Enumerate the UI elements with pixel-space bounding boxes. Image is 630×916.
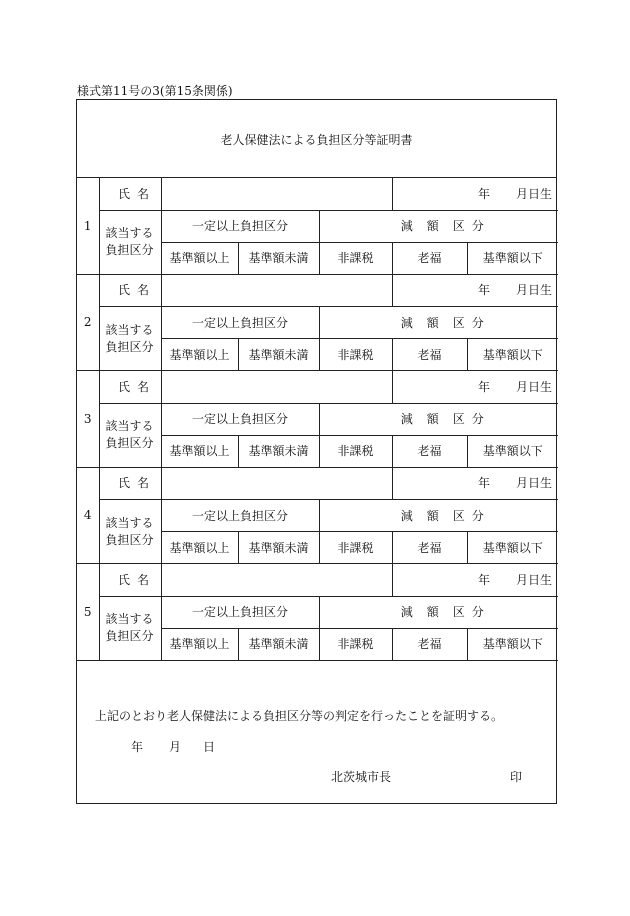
category-below-standard[interactable]: 基準額未満 (238, 435, 319, 467)
category-standard-or-less[interactable]: 基準額以下 (467, 242, 558, 274)
reduced-amount-header (319, 403, 558, 435)
reduced-amount-header (319, 210, 558, 242)
reduced-amount-header (319, 307, 558, 339)
category-non-taxable[interactable]: 非課税 (319, 628, 392, 660)
category-standard-or-less[interactable]: 基準額以下 (467, 339, 558, 371)
category-non-taxable[interactable]: 非課税 (319, 435, 392, 467)
category-below-standard[interactable]: 基準額未満 (238, 339, 319, 371)
certificate-frame (76, 99, 557, 804)
over-threshold-header: 一定以上負担区分 (161, 210, 319, 242)
category-below-standard[interactable]: 基準額未満 (238, 242, 319, 274)
certification-statement: 上記のとおり老人保健法による負担区分等の判定を行ったことを証明する。 (95, 709, 504, 723)
birth-day-label: 日生 (528, 283, 553, 298)
group-number: 3 (77, 371, 99, 467)
over-threshold-header: 一定以上負担区分 (161, 596, 319, 628)
over-threshold-header: 一定以上負担区分 (161, 307, 319, 339)
seal-mark: 印 (510, 770, 523, 784)
reduced-char: 分 (471, 219, 484, 233)
name-label-char: 名 (136, 572, 149, 587)
category-below-standard[interactable]: 基準額未満 (238, 628, 319, 660)
reduced-char: 区 (452, 605, 465, 619)
category-above-standard[interactable]: 基準額以上 (161, 242, 238, 274)
category-elderly-welfare[interactable]: 老福 (392, 532, 467, 564)
applicable-label-line: 負担区分 (105, 629, 154, 643)
category-standard-or-less[interactable]: 基準額以下 (467, 532, 558, 564)
date-year-label: 年 (131, 740, 144, 754)
applicant-group (77, 178, 558, 275)
category-elderly-welfare[interactable]: 老福 (392, 339, 467, 371)
applicable-label-line: 負担区分 (105, 436, 154, 450)
name-label-char: 氏 (117, 283, 130, 298)
birth-month-label: 月 (516, 572, 529, 587)
birth-year-label: 年 (478, 283, 491, 298)
category-elderly-welfare[interactable]: 老福 (392, 628, 467, 660)
category-non-taxable[interactable]: 非課税 (319, 532, 392, 564)
name-field[interactable] (161, 178, 392, 210)
applicable-label-line: 該当する (105, 515, 154, 530)
reduced-char: 区 (452, 219, 465, 233)
name-label-char: 名 (136, 476, 149, 491)
category-non-taxable[interactable]: 非課税 (319, 339, 392, 371)
category-elderly-welfare[interactable]: 老福 (392, 242, 467, 274)
reduced-char: 減 (400, 605, 413, 619)
certification-footer (77, 680, 556, 804)
name-field[interactable] (161, 564, 392, 596)
applicant-groups (77, 177, 556, 661)
reduced-char: 分 (471, 315, 484, 330)
name-label (99, 275, 161, 307)
applicable-label-line: 負担区分 (105, 339, 154, 354)
reduced-amount-header (319, 500, 558, 532)
category-above-standard[interactable]: 基準額以上 (161, 628, 238, 660)
reduced-char: 区 (452, 315, 465, 330)
reduced-char: 額 (426, 412, 439, 426)
reduced-char: 額 (426, 219, 439, 233)
birth-day-label: 日生 (528, 572, 553, 587)
reduced-char: 減 (400, 412, 413, 426)
birth-date-field[interactable] (392, 178, 558, 210)
name-label-char: 氏 (117, 379, 130, 394)
over-threshold-header: 一定以上負担区分 (161, 500, 319, 532)
applicable-category-label (99, 500, 161, 564)
birth-date-field[interactable] (392, 468, 558, 500)
applicant-group (77, 468, 558, 565)
document-title: 老人保健法による負担区分等証明書 (220, 133, 413, 147)
birth-month-label: 月 (516, 379, 529, 394)
name-label (99, 371, 161, 403)
date-month-label: 月 (169, 740, 182, 754)
applicable-category-label (99, 596, 161, 660)
group-number: 1 (77, 178, 99, 274)
applicable-label-line: 該当する (105, 419, 154, 433)
name-label (99, 468, 161, 500)
birth-day-label: 日生 (528, 476, 553, 491)
group-number: 5 (77, 564, 99, 660)
category-above-standard[interactable]: 基準額以上 (161, 532, 238, 564)
birth-date-field[interactable] (392, 275, 558, 307)
birth-day-label: 日生 (528, 186, 553, 201)
reduced-char: 分 (471, 605, 484, 619)
form-number-label: 様式第11号の3(第15条関係) (77, 84, 233, 98)
name-label-char: 名 (136, 283, 149, 298)
reduced-char: 減 (400, 508, 413, 523)
category-standard-or-less[interactable]: 基準額以下 (467, 628, 558, 660)
category-standard-or-less[interactable]: 基準額以下 (467, 435, 558, 467)
mayor-title: 北茨城市長 (331, 770, 392, 784)
applicable-category-label (99, 210, 161, 274)
birth-month-label: 月 (516, 186, 529, 201)
birth-day-label: 日生 (528, 379, 553, 394)
birth-year-label: 年 (478, 379, 491, 394)
birth-year-label: 年 (478, 186, 491, 201)
group-number: 2 (77, 275, 99, 371)
reduced-char: 減 (400, 219, 413, 233)
category-above-standard[interactable]: 基準額以上 (161, 435, 238, 467)
certification-date (131, 738, 215, 755)
name-label-char: 氏 (117, 572, 130, 587)
birth-date-field[interactable] (392, 564, 558, 596)
applicable-label-line: 該当する (105, 226, 154, 240)
name-label (99, 564, 161, 596)
applicable-category-label (99, 403, 161, 467)
applicant-group (77, 564, 558, 661)
applicable-label-line: 該当する (105, 612, 154, 626)
birth-month-label: 月 (516, 476, 529, 491)
applicable-label-line: 負担区分 (105, 532, 154, 547)
reduced-char: 分 (471, 412, 484, 426)
applicable-label-line: 該当する (105, 322, 154, 337)
birth-year-label: 年 (478, 572, 491, 587)
reduced-char: 額 (426, 605, 439, 619)
reduced-char: 分 (471, 508, 484, 523)
applicable-label-line: 負担区分 (105, 243, 154, 257)
group-number: 4 (77, 468, 99, 564)
name-label-char: 名 (136, 379, 149, 394)
name-label-char: 名 (136, 186, 149, 201)
birth-month-label: 月 (516, 283, 529, 298)
reduced-char: 減 (400, 315, 413, 330)
birth-year-label: 年 (478, 476, 491, 491)
category-above-standard[interactable]: 基準額以上 (161, 339, 238, 371)
name-label-char: 氏 (117, 186, 130, 201)
name-label-char: 氏 (117, 476, 130, 491)
applicant-group (77, 275, 558, 372)
category-elderly-welfare[interactable]: 老福 (392, 435, 467, 467)
over-threshold-header: 一定以上負担区分 (161, 403, 319, 435)
reduced-char: 額 (426, 315, 439, 330)
name-field[interactable] (161, 468, 392, 500)
reduced-char: 額 (426, 508, 439, 523)
name-label (99, 178, 161, 210)
applicable-category-label (99, 307, 161, 371)
reduced-amount-header (319, 596, 558, 628)
reduced-char: 区 (452, 412, 465, 426)
applicant-group (77, 371, 558, 468)
date-day-label: 日 (203, 740, 216, 754)
reduced-char: 区 (452, 508, 465, 523)
category-non-taxable[interactable]: 非課税 (319, 242, 392, 274)
category-below-standard[interactable]: 基準額未満 (238, 532, 319, 564)
name-field[interactable] (161, 371, 392, 403)
birth-date-field[interactable] (392, 371, 558, 403)
name-field[interactable] (161, 275, 392, 307)
